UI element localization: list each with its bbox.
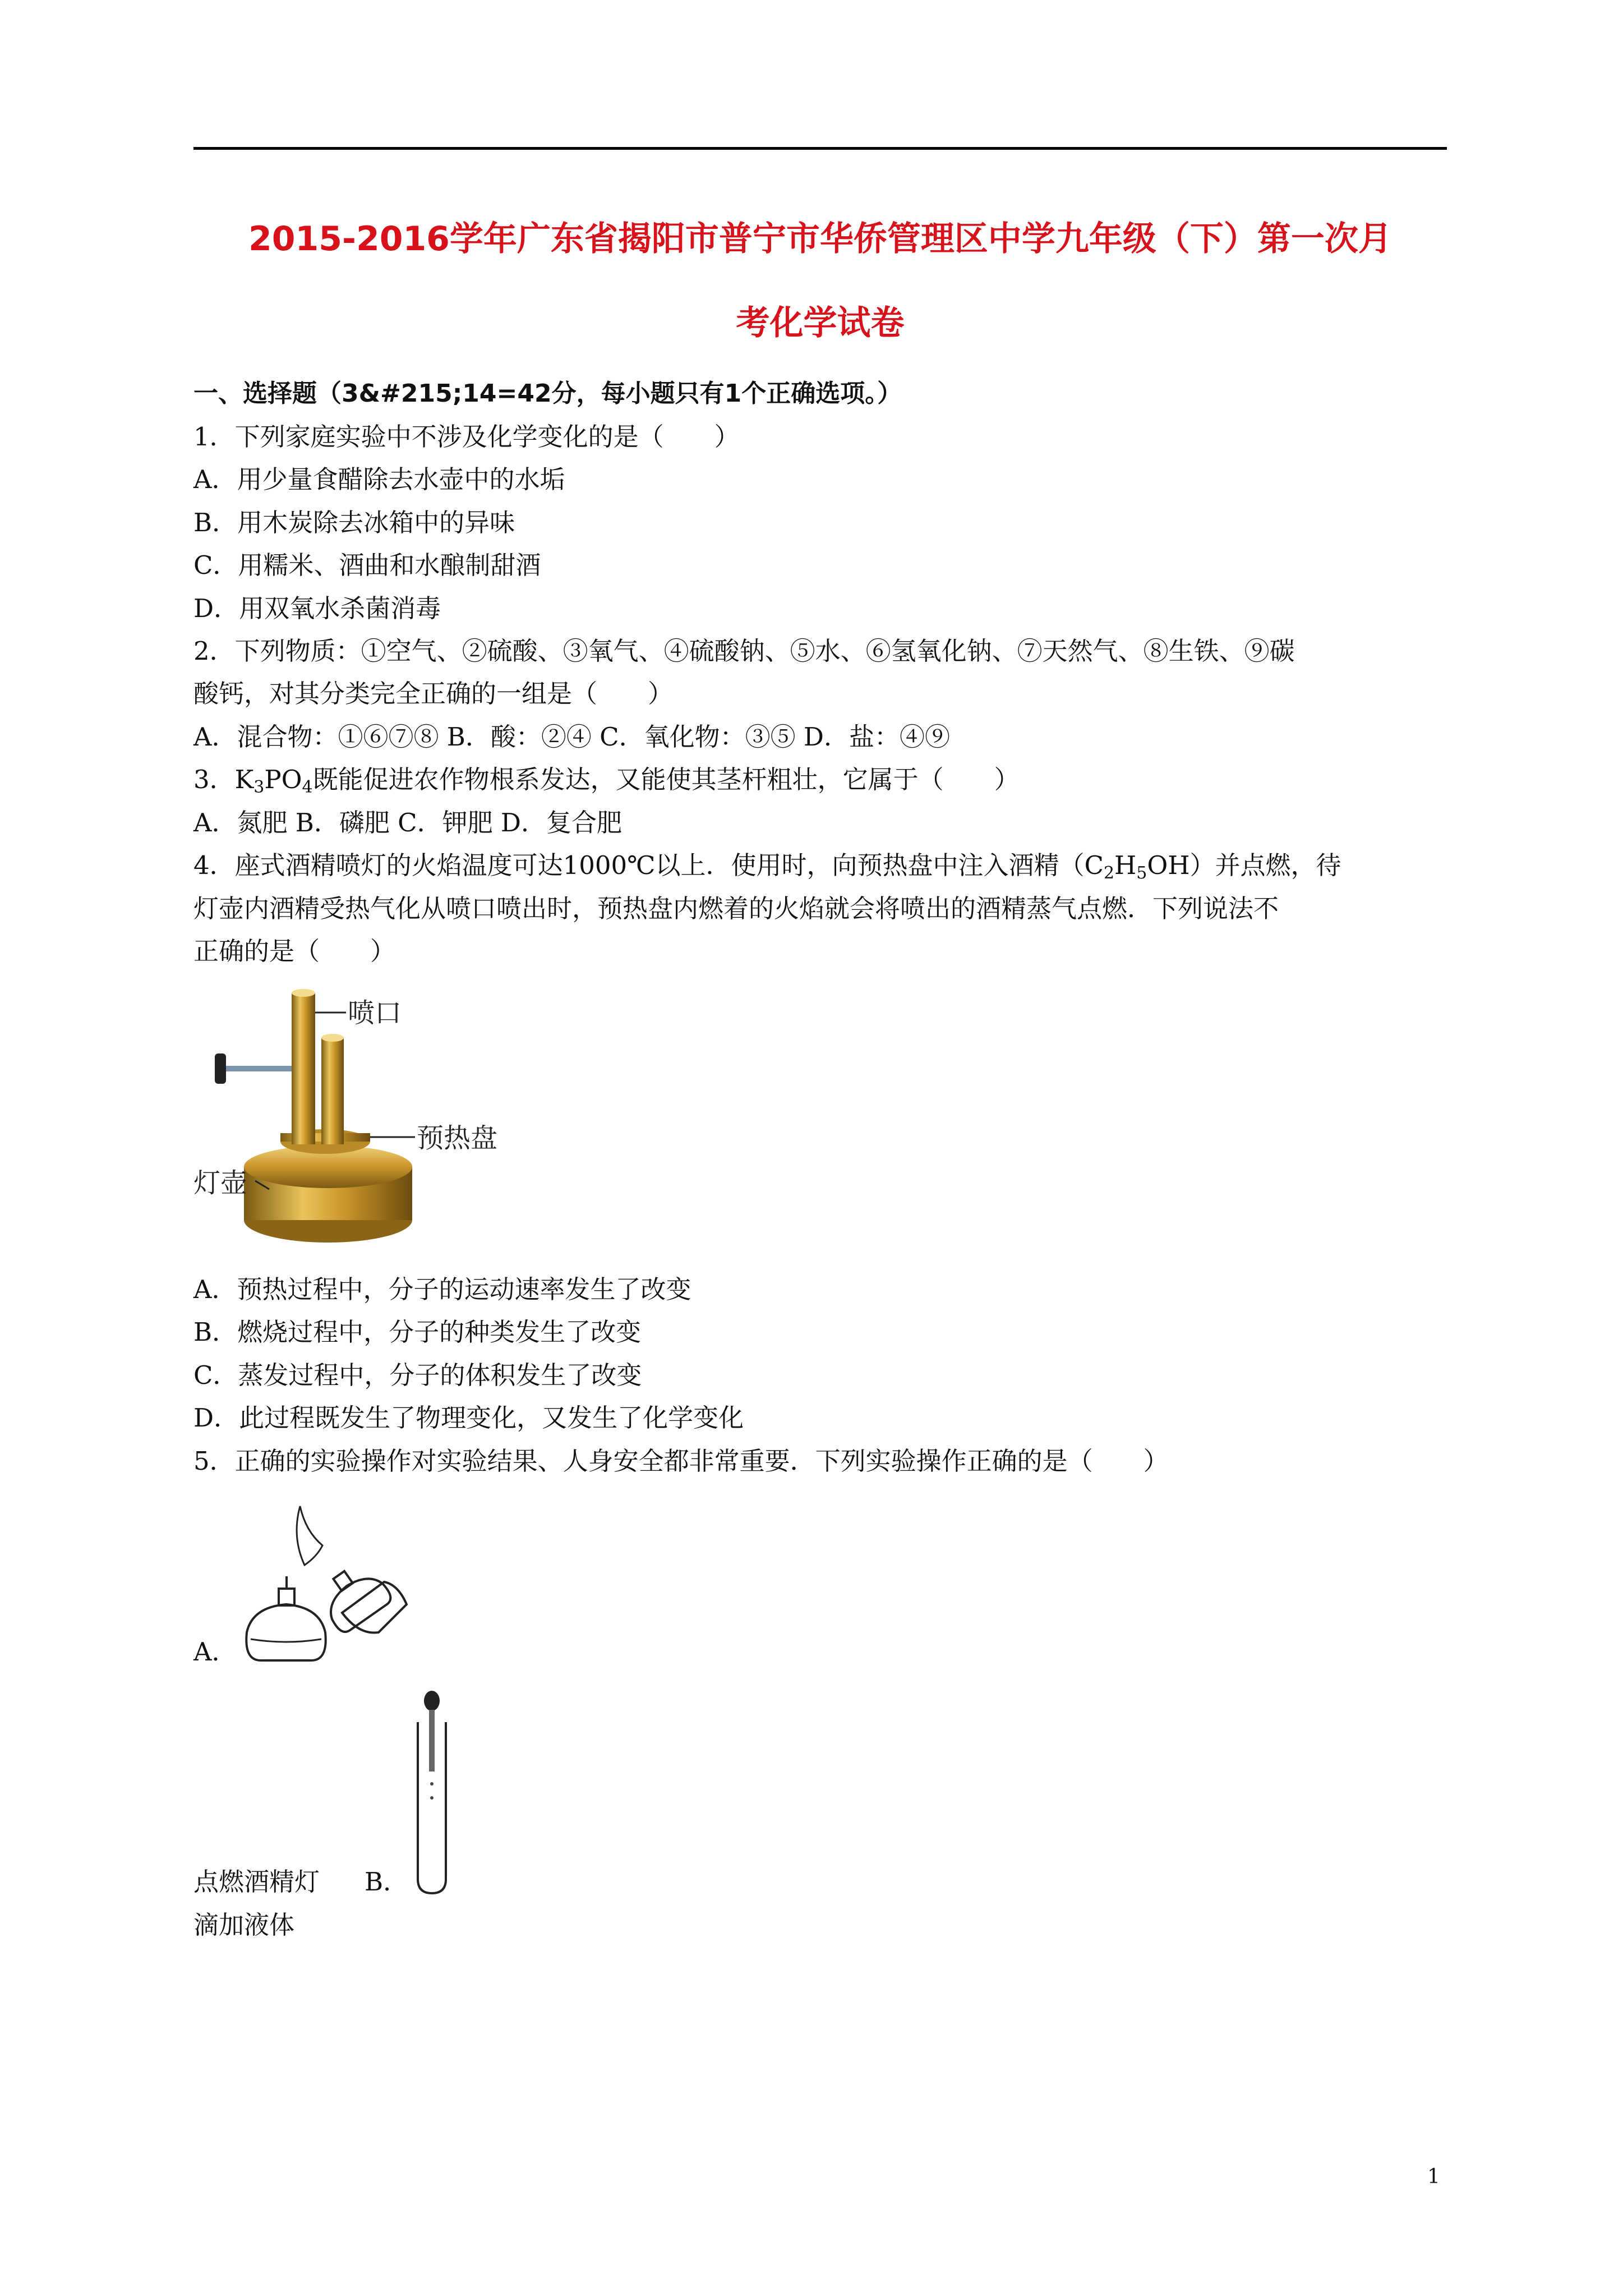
q2-options: A．混合物：①⑥⑦⑧ B．酸：②④ C．氧化物：③⑤ D．盐：④⑨ (193, 722, 950, 752)
q4-sub-2: 2 (1103, 863, 1115, 883)
upright-lamp-body (246, 1604, 325, 1660)
q4-stem-line-2: 灯壶内酒精受热气化从喷口喷出时，预热盘内燃着的火焰就会将喷出的酒精蒸气点燃．下列说法不 (193, 894, 1279, 923)
q1-option-d: D．用双氧水杀菌消毒 (193, 593, 441, 623)
q3-options: A．氮肥 B．磷肥 C．钾肥 D．复合肥 (193, 808, 622, 838)
droplet-2 (430, 1796, 434, 1800)
q2-stem-line-1: 2．下列物质：①空气、②硫酸、③氧气、④硫酸钠、⑤水、⑥氢氧化钠、⑦天然气、⑧生铁、⑨碳 (193, 636, 1295, 666)
dropper-bulb (424, 1691, 440, 1711)
droplet-1 (430, 1782, 434, 1786)
q1-stem: 1．下列家庭实验中不涉及化学变化的是（ ） (193, 422, 740, 452)
q4-line1-h: H (1114, 850, 1137, 880)
label-preheat-plate: 预热盘 (417, 1122, 498, 1154)
q3-stem-text: 既能促进农作物根系发达，又能使其茎杆粗壮，它属于（ ） (312, 765, 1020, 794)
q4-option-d: D．此过程既发生了物理变化，又发生了化学变化 (193, 1403, 744, 1433)
nozzle-top (292, 989, 315, 997)
header-rule (193, 147, 1447, 150)
q1-option-b: B．用木炭除去冰箱中的异味 (193, 508, 515, 537)
valve-knob (215, 1053, 226, 1084)
q3-formula-sub-3: 3 (253, 777, 265, 797)
q5-stem: 5．正确的实验操作对实验结果、人身安全都非常重要．下列实验操作正确的是（ ） (193, 1446, 1169, 1476)
q4-line1-text-b: OH）并点燃，待 (1147, 850, 1341, 880)
q3-formula-po: PO (264, 765, 302, 794)
q4-option-b: B．燃烧过程中，分子的种类发生了改变 (193, 1317, 642, 1347)
nozzle-tube (292, 993, 315, 1144)
q1-option-c: C．用糯米、酒曲和水酿制甜酒 (193, 550, 541, 580)
q3-formula-k: K (234, 765, 254, 794)
second-tube (321, 1038, 344, 1144)
q4-option-c: C．蒸发过程中，分子的体积发生了改变 (193, 1360, 642, 1390)
q5-option-a-letter: A． (193, 1637, 237, 1667)
q4-stem-line-3: 正确的是（ ） (193, 936, 396, 966)
dropper-tube (429, 1710, 435, 1772)
q4-line1-text-a: 4．座式酒精喷灯的火焰温度可达1000℃以上．使用时，向预热盘中注入酒精（C (193, 850, 1104, 880)
q4-option-a: A．预热过程中，分子的运动速率发生了改变 (193, 1274, 691, 1304)
hand-icon (342, 1582, 407, 1633)
q4-sub-5: 5 (1136, 863, 1147, 883)
page-number: 1 (1427, 2165, 1440, 2188)
q3-stem (193, 759, 1020, 795)
q3-formula-sub-4: 4 (302, 777, 313, 797)
q2-stem-line-2: 酸钙，对其分类完全正确的一组是（ ） (193, 679, 674, 708)
exam-title-line-1: 2015-2016学年广东省揭阳市普宁市华侨管理区中学九年级（下）第一次月 (248, 219, 1392, 259)
alcohol-blowtorch-figure (193, 982, 541, 1257)
exam-title-line-2: 考化学试卷 (736, 303, 905, 343)
flame-icon (297, 1506, 322, 1565)
label-nozzle: 喷口 (348, 997, 402, 1029)
label-lamp-pot: 灯壶 (193, 1167, 248, 1199)
valve-rod (222, 1066, 292, 1071)
q5-option-b-letter: B． (365, 1867, 409, 1897)
second-tube-top (321, 1034, 344, 1042)
q3-number: 3． (193, 765, 235, 794)
lighting-alcohol-lamp-figure (238, 1492, 418, 1672)
section-heading: 一、选择题（3&#215;14=42分，每小题只有1个正确选项。） (193, 379, 902, 408)
lamp-liquid-line (251, 1639, 321, 1642)
q5-option-b-caption: 滴加液体 (193, 1910, 295, 1940)
upright-lamp-neck (279, 1589, 294, 1605)
q5-option-a-caption: 点燃酒精灯 (193, 1867, 320, 1897)
q4-stem-line-1 (193, 845, 1341, 881)
q1-option-a: A．用少量食醋除去水壶中的水垢 (193, 464, 565, 494)
dropper-test-tube-figure (412, 1688, 451, 1896)
